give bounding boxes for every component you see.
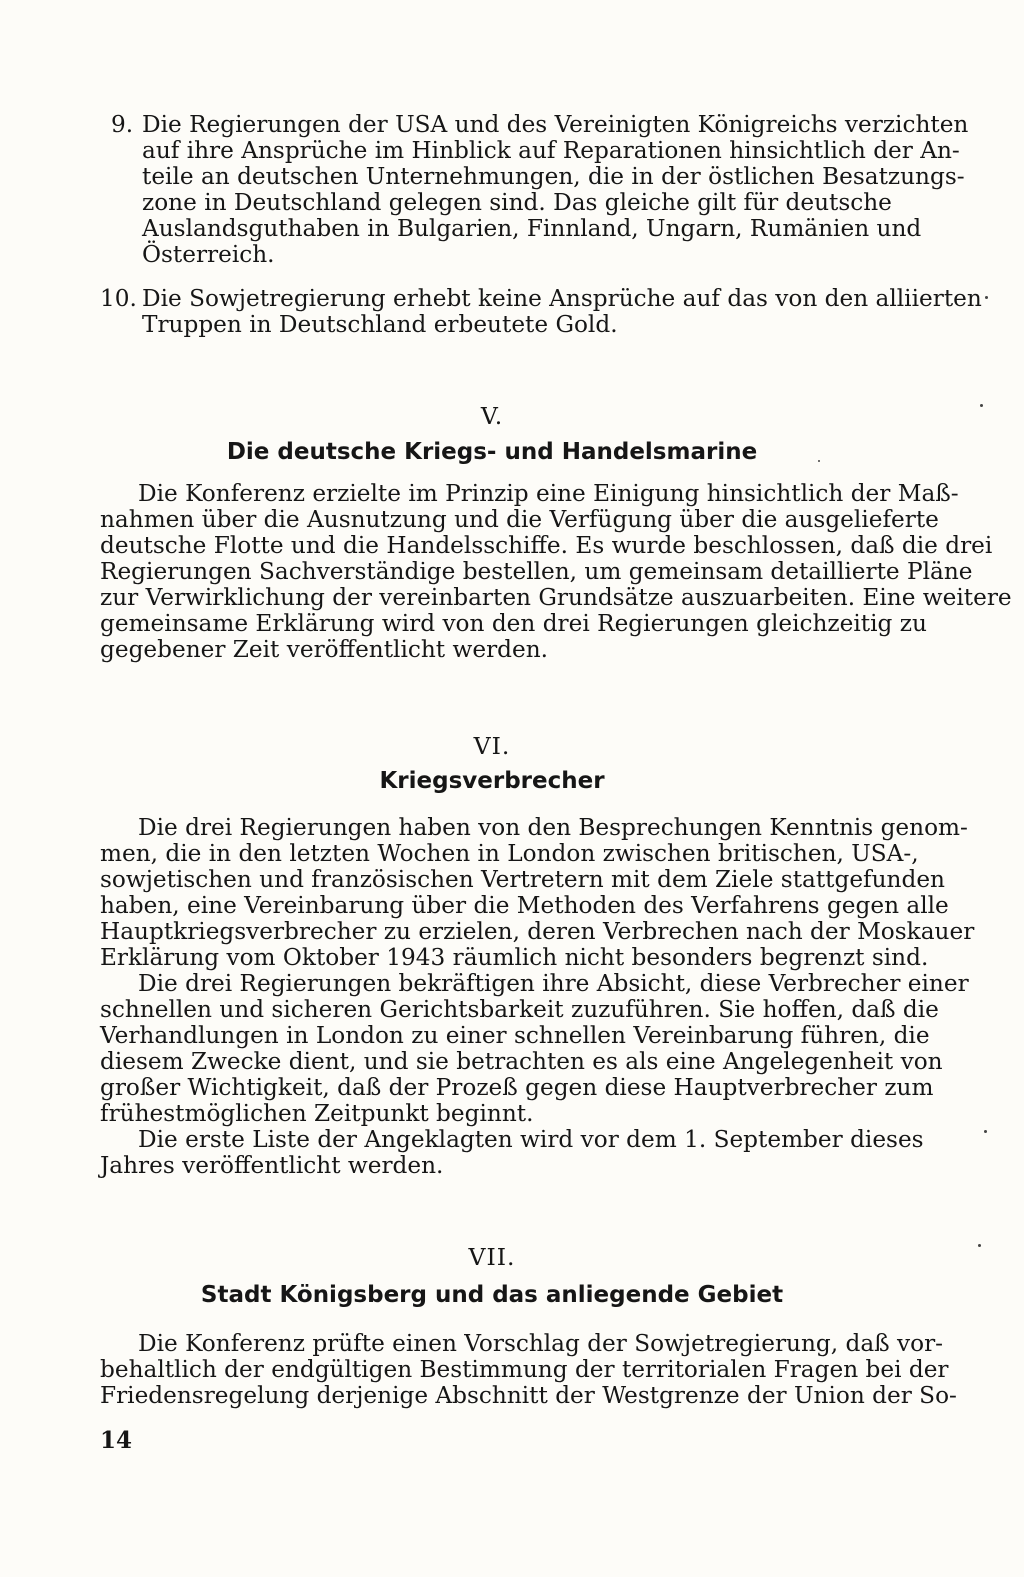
section-6-line-1: Die drei Regierungen haben von den Besprechungen Kenntnis genom- [138,814,968,841]
section-5-heading: Die deutsche Kriegs- und Handelsmarine [226,439,758,465]
page-number: 14 [100,1427,133,1454]
section-5-line-6: gemeinsame Erklärung wird von den drei Regierungen gleichzeitig zu [100,610,927,637]
section-6-line-14: Jahres veröffentlicht werden. [100,1152,444,1179]
item-9-line-3: teile an deutschen Unternehmungen, die in der östlichen Besatzungs- [142,163,965,190]
scan-speck [984,1130,987,1133]
section-6-line-10: diesem Zwecke dient, und sie betrachten es als eine Angelegenheit von [100,1048,943,1075]
item-9-number: 9. [111,111,134,138]
item-9-line-2: auf ihre Ansprüche im Hinblick auf Reparationen hinsichtlich der An- [142,137,960,164]
item-10-line-2: Truppen in Deutschland erbeutete Gold. [142,311,618,338]
section-6-line-9: Verhandlungen in London zu einer schnellen Vereinbarung führen, die [100,1022,930,1049]
section-5-line-1: Die Konferenz erzielte im Prinzip eine Einigung hinsichtlich der Maß- [138,480,959,507]
section-6-heading: Kriegsverbrecher [379,768,605,794]
item-10-line-1: Die Sowjetregierung erhebt keine Ansprüche auf das von den alliierten [142,285,982,312]
section-6-line-6: Erklärung vom Oktober 1943 räumlich nicht besonders begrenzt sind. [100,944,929,971]
section-6-line-11: großer Wichtigkeit, daß der Prozeß gegen diese Hauptverbrecher zum [100,1074,934,1101]
section-6-numeral: VI. [473,732,511,760]
section-5-line-5: zur Verwirklichung der vereinbarten Grundsätze auszuarbeiten. Eine weitere [100,584,1012,611]
section-7-line-2: behaltlich der endgültigen Bestimmung der territorialen Fragen bei der [100,1356,949,1383]
section-5-line-4: Regierungen Sachverständige bestellen, um gemeinsam detaillierte Pläne [100,558,973,585]
item-9-line-1: Die Regierungen der USA und des Vereinigten Königreichs verzichten [142,111,969,138]
section-7-line-3: Friedensregelung derjenige Abschnitt der Westgrenze der Union der So- [100,1382,957,1409]
section-5-line-7: gegebener Zeit veröffentlicht werden. [100,636,549,663]
section-7-heading: Stadt Königsberg und das anliegende Gebiet [200,1282,784,1308]
section-6-line-7: Die drei Regierungen bekräftigen ihre Absicht, diese Verbrecher einer [138,970,969,997]
scan-speck [980,404,983,407]
scan-speck [978,1244,981,1247]
section-6-line-5: Hauptkriegsverbrecher zu erzielen, deren Verbrechen nach der Moskauer [100,918,975,945]
scan-speck [985,296,988,299]
section-7-line-1: Die Konferenz prüfte einen Vorschlag der Sowjetregierung, daß vor- [138,1330,943,1357]
section-5-line-3: deutsche Flotte und die Handelsschiffe. Es wurde beschlossen, daß die drei [100,532,993,559]
section-5-line-2: nahmen über die Ausnutzung und die Verfügung über die ausgelieferte [100,506,939,533]
item-10-number: 10. [100,285,137,312]
section-6-line-12: frühestmöglichen Zeitpunkt beginnt. [100,1100,534,1127]
item-9-line-5: Auslandsguthaben in Bulgarien, Finnland, Ungarn, Rumänien und [142,215,922,242]
item-9-line-6: Österreich. [142,241,275,268]
item-9-line-4: zone in Deutschland gelegen sind. Das gleiche gilt für deutsche [142,189,892,216]
section-6-line-2: men, die in den letzten Wochen in London zwischen britischen, USA-, [100,840,919,867]
section-6-line-4: haben, eine Vereinbarung über die Methoden des Verfahrens gegen alle [100,892,949,919]
scan-speck [818,460,820,462]
section-5-numeral: V. [480,402,504,430]
section-6-line-13: Die erste Liste der Angeklagten wird vor dem 1. September dieses [138,1126,924,1153]
section-6-line-8: schnellen und sicheren Gerichtsbarkeit zuzuführen. Sie hoffen, daß die [100,996,939,1023]
section-7-numeral: VII. [468,1243,516,1271]
section-6-line-3: sowjetischen und französischen Vertretern mit dem Ziele stattgefunden [100,866,945,893]
